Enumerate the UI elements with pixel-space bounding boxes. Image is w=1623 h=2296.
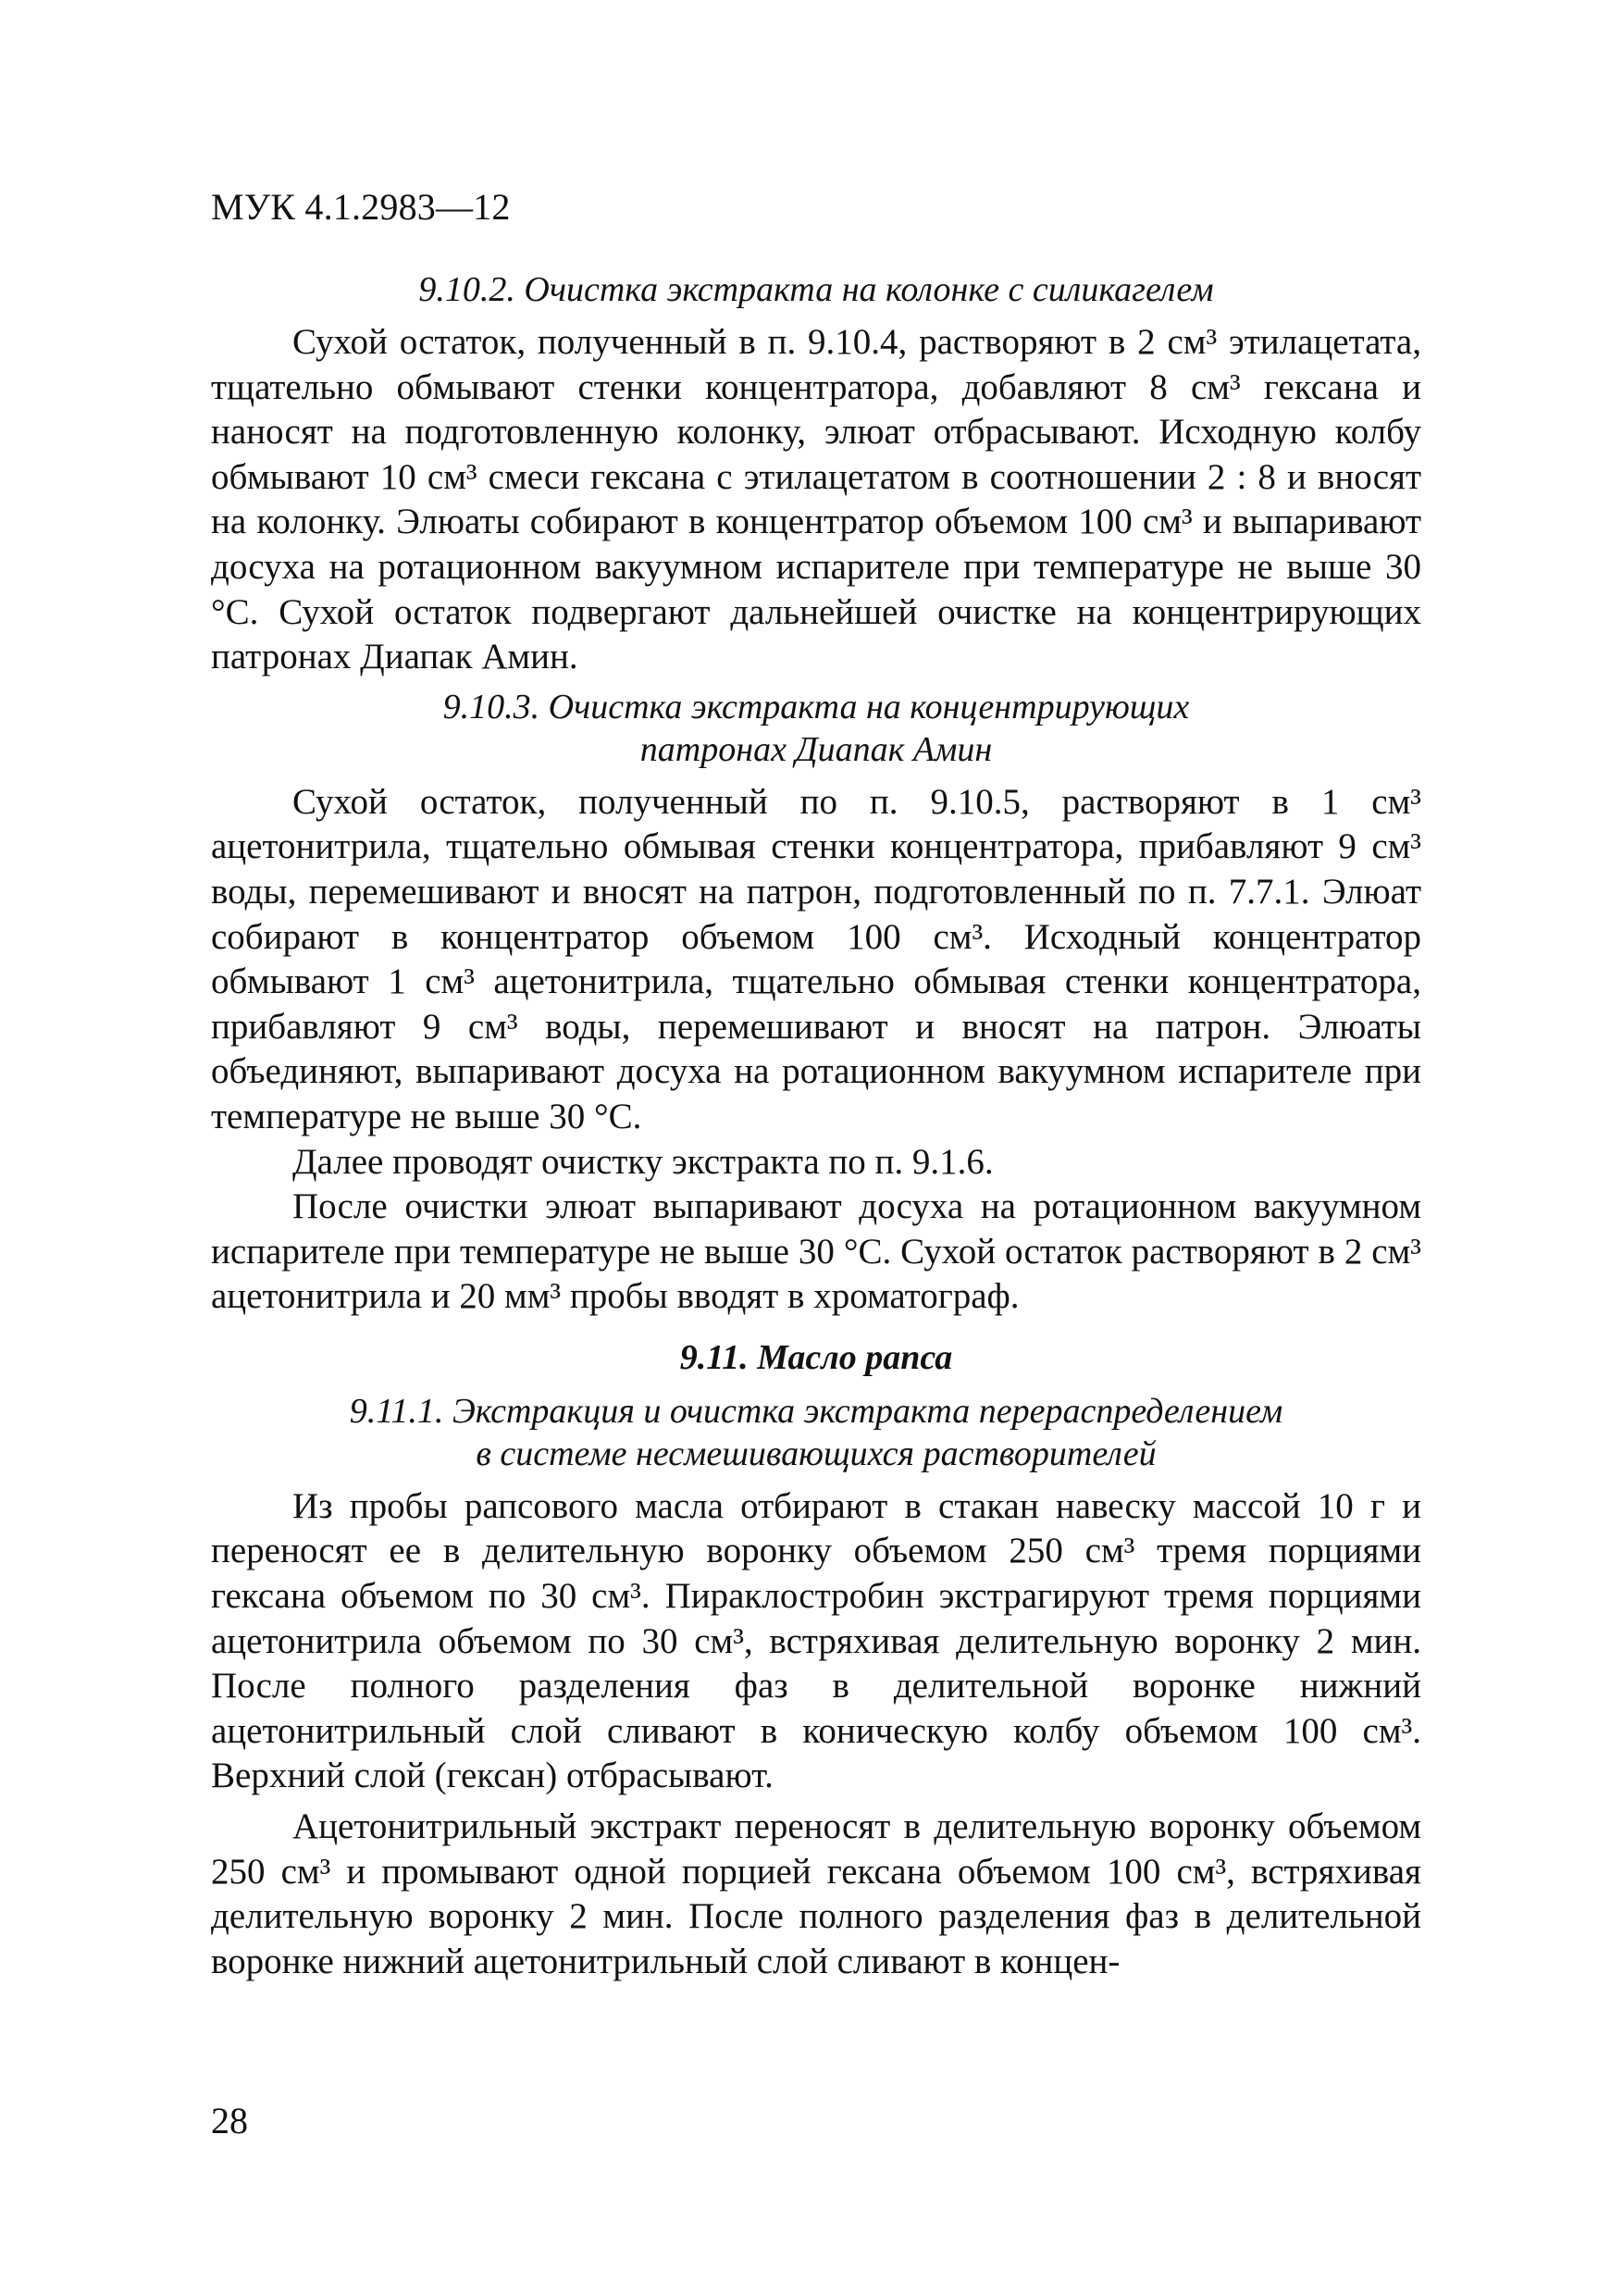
paragraph-silica-cleanup: Сухой остаток, полученный в п. 9.10.4, растворяют в 2 см³ этилацетата, тщательно обмывают стенки концентратора, добавляют 8 см³ гексана и наносят на подготовленную колонку, элюат отбрасывают. Исходную колбу обмывают 10 см³ смеси гексана с этилацетатом в соотношении 2 : 8 и вносят на колонку. Элюаты собирают в концентратор объемом 100 см³ и выпаривают досуха на ротационном вакуумном испарителе при температуре не выше 30 °С. Сухой остаток подвергают дальнейшей очистке на концентрирующих патронах Диапак Амин.	[211, 322, 1421, 677]
subsection-heading-9-11-1-line1: 9.11.1. Экстракция и очистка экстракта перераспределением	[349, 1391, 1283, 1431]
page-number: 28	[211, 2100, 248, 2141]
subsection-heading-9-11-1-line2: в системе несмешивающихся растворителей	[476, 1433, 1157, 1473]
paragraph-acetonitrile-extract: Ацетонитрильный экстракт переносят в делительную воронку объемом 250 см³ и промывают одной порцией гексана объемом 100 см³, встряхивая делительную воронку 2 мин. После полного разделения фаз в делительной воронке нижний ацетонитрильный слой сливают в концен-	[211, 1806, 1421, 1981]
paragraph-cartridge-cleanup: Сухой остаток, полученный по п. 9.10.5, растворяют в 1 см³ ацетонитрила, тщательно обмывая стенки концентратора, прибавляют 9 см³ воды, перемешивают и вносят на патрон, подготовленный по п. 7.7.1. Элюат собирают в концентратор объемом 100 см³. Исходный концентратор обмывают 1 см³ ацетонитрила, тщательно обмывая стенки концентратора, прибавляют 9 см³ воды, перемешивают и вносят на патрон. Элюаты объединяют, выпаривают досуха на ротационном вакуумном испарителе при температуре не выше 30 °С.	[211, 781, 1421, 1136]
subsection-heading-9-10-3-line1: 9.10.3. Очистка экстракта на концентрирующих	[442, 687, 1190, 726]
paragraph-evaporation: После очистки элюат выпаривают досуха на ротационном вакуумном испарителе при температуре не выше 30 °С. Сухой остаток растворяют в 2 см³ ацетонитрила и 20 мм³ пробы вводят в хроматограф.	[211, 1186, 1421, 1317]
page-content	[211, 268, 1421, 1984]
paragraph-rapeseed-extraction: Из пробы рапсового масла отбирают в стакан навеску массой 10 г и переносят ее в делительную воронку объемом 250 см³ тремя порциями гексана объемом по 30 см³. Пираклостробин экстрагируют тремя порциями ацетонитрила объемом по 30 см³, встряхивая делительную воронку 2 мин. После полного разделения фаз в делительной воронке нижний ацетонитрильный слой сливают в коническую колбу объемом 100 см³. Верхний слой (гексан) отбрасывают.	[211, 1485, 1421, 1796]
subsection-heading-9-10-2: 9.10.2. Очистка экстракта на колонке с силикагелем	[418, 270, 1214, 309]
section-heading-9-11: 9.11. Масло рапса	[679, 1337, 953, 1377]
paragraph-further-cleanup: Далее проводят очистку экстракта по п. 9.1.6.	[292, 1141, 994, 1182]
subsection-heading-9-10-3-line2: патронах Диапак Амин	[639, 729, 993, 769]
document-code: МУК 4.1.2983—12	[211, 186, 511, 228]
